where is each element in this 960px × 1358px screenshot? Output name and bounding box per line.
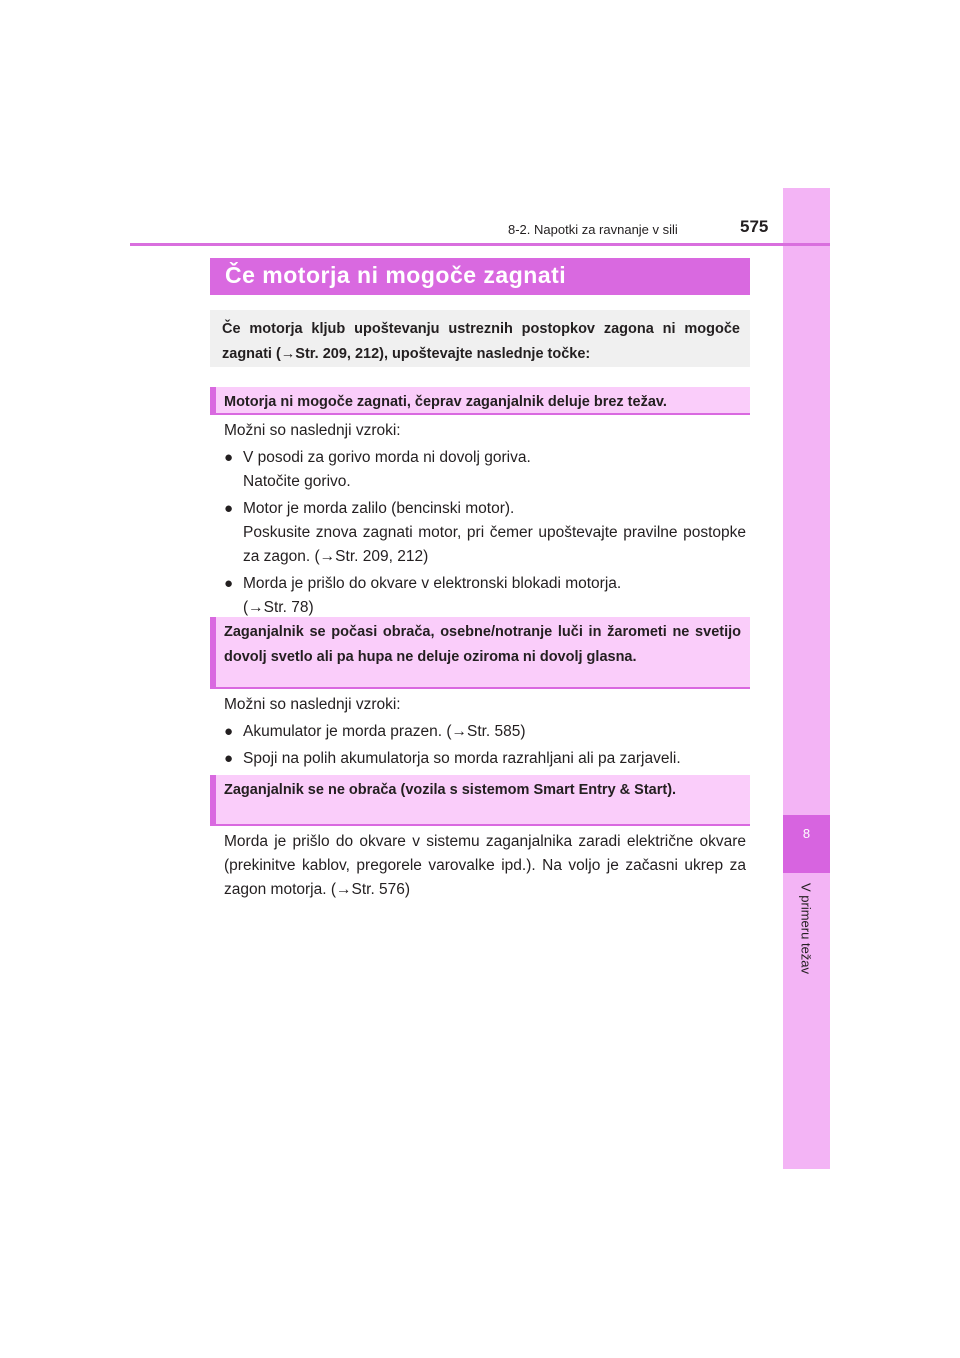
list-item-text: Motor je morda zalilo (bencinski motor). [243, 500, 515, 517]
bullet-icon: ● [224, 575, 234, 592]
list-item [224, 446, 746, 494]
section-heading-3: Zaganjalnik se ne obrača (vozila s sistemom Smart Entry & Start). [210, 775, 750, 826]
list-item [224, 747, 746, 771]
bullet-icon: ● [224, 750, 234, 767]
section-body-2 [224, 693, 746, 771]
list-item [224, 572, 746, 620]
chapter-number: 8 [802, 826, 811, 841]
section-body-3: Morda je prišlo do okvare v sistemu zaganjalnika zaradi električne okvare (prekinitve kablov, pregorele varovalke ipd.). Na voljo je začasni ukrep za zagon motorja. (→Str. 576) [224, 833, 746, 898]
header-section-title: 8-2. Napotki za ravnanje v sili [508, 222, 678, 237]
list-item-detail: Natočite gorivo. [243, 473, 351, 490]
list-item-detail: Poskusite znova zagnati motor, pri čemer upoštevajte pravilne postopke za zagon. (→Str. 209, 212) [243, 524, 746, 565]
section-heading-2: Zaganjalnik se počasi obrača, osebne/notranje luči in žarometi ne svetijo dovolj svetlo ali pa hupa ne deluje oziroma ni dovolj glasna. [210, 617, 750, 689]
list-item [224, 497, 746, 569]
list-item-detail: (→Str. 78) [243, 599, 314, 616]
section-lead: Možni so naslednji vzroki: [224, 422, 401, 439]
section-lead: Možni so naslednji vzroki: [224, 696, 401, 713]
bullet-icon: ● [224, 723, 234, 740]
section-body-1 [224, 419, 746, 620]
list-item [224, 720, 746, 744]
list-item-text: Akumulator je morda prazen. (→Str. 585) [243, 723, 526, 740]
list-item-text: Spoji na polih akumulatorja so morda razrahljani ali pa zarjaveli. [243, 750, 681, 767]
intro-box: Če motorja kljub upoštevanju ustreznih postopkov zagona ni mogoče zagnati (→Str. 209, 212), upoštevajte naslednje točke: [210, 310, 750, 367]
chapter-number-tab [783, 815, 830, 873]
chapter-title: V primeru težav [798, 883, 814, 975]
page-title: Če motorja ni mogoče zagnati [210, 258, 750, 295]
header-divider [130, 243, 830, 246]
page-number: 575 [740, 217, 769, 236]
bullet-icon: ● [224, 500, 234, 517]
list-item-text: Morda je prišlo do okvare v elektronski blokadi motorja. [243, 575, 622, 592]
chapter-side-tab [783, 188, 830, 1169]
bullet-icon: ● [224, 449, 234, 466]
list-item-text: V posodi za gorivo morda ni dovolj goriva. [243, 449, 531, 466]
section-heading-1: Motorja ni mogoče zagnati, čeprav zaganjalnik deluje brez težav. [210, 387, 750, 415]
